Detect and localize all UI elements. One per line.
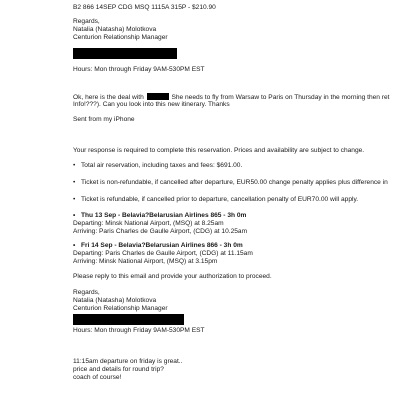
redaction-inline xyxy=(147,93,169,100)
final-line-2: price and details for round trip? xyxy=(73,366,164,373)
sig2-title: Centurion Relationship Manager xyxy=(73,305,168,312)
final-line-1: 11:15am departure on friday is great.. xyxy=(73,358,183,365)
final-line-3: coach of course! xyxy=(73,374,122,381)
sig1-hours: Hours: Mon through Friday 9AM-530PM EST xyxy=(73,66,205,73)
segment-1-header: • Thu 13 Sep - Belavia?Belarusian Airlines 865 - 3h 0m xyxy=(73,212,247,219)
segment-1-arrive: Arriving: Paris Charles de Gaulle Airport, (CDG) at 10.25am xyxy=(73,228,248,235)
bullet-icon: • xyxy=(73,179,76,186)
quote-intro: Your response is required to complete this reservation. Prices and availability are subject to change. xyxy=(73,147,365,154)
bullet-total: • Total air reservation, including taxes and fees: $691.00. xyxy=(73,162,243,169)
bullet-icon: • xyxy=(73,242,76,249)
redaction-bar xyxy=(73,314,184,325)
reply-part-1: Ok, here is the deal with xyxy=(73,94,144,101)
bullet-icon: • xyxy=(73,162,76,169)
sig2-regards: Regards, xyxy=(73,289,100,296)
segment-2-arrive: Arriving: Minsk National Airport, (MSQ) at 3.15pm xyxy=(73,258,218,265)
redaction-bar xyxy=(73,48,177,59)
sig2-name: Natalia (Natasha) Molotkova xyxy=(73,297,157,304)
sig1-name: Natalia (Natasha) Molotkova xyxy=(73,26,157,33)
sig1-regards: Regards, xyxy=(73,18,100,25)
bullet-refundable: • Ticket is refundable, if cancelled prior to departure, cancellation penalty of EUR70.00 will apply. xyxy=(73,196,359,203)
segment-2-depart: Departing: Paris Charles de Gaulle Airport, (CDG) at 11.15am xyxy=(73,250,253,257)
sent-from: Sent from my iPhone xyxy=(73,116,135,123)
sig2-hours: Hours: Mon through Friday 9AM-530PM EST xyxy=(73,327,205,334)
segment-2-header: • Fri 14 Sep - Belavia?Belarusian Airlines 866 - 3h 0m xyxy=(73,242,243,249)
segment-1-depart: Departing: Minsk National Airport, (MSQ) at 8.25am xyxy=(73,220,224,227)
sig1-title: Centurion Relationship Manager xyxy=(73,34,168,41)
bullet-icon: • xyxy=(73,196,76,203)
bullet-icon: • xyxy=(73,212,76,219)
bullet-nonrefundable: • Ticket is non-refundable, if cancelled after departure, EUR50.00 change penalty applies plus difference in xyxy=(73,179,388,186)
reply-part-2: She needs to fly from Warsaw to Paris on Thursday in the morning then ret xyxy=(171,94,390,101)
reply-line-2: Info!???). Can you look into this new itinerary. Thanks xyxy=(73,101,230,108)
please-reply: Please reply to this email and provide your authorization to proceed. xyxy=(73,273,272,280)
flight-line: B2 866 14SEP CDG MSQ 1115A 315P - $210.90 xyxy=(73,4,216,11)
